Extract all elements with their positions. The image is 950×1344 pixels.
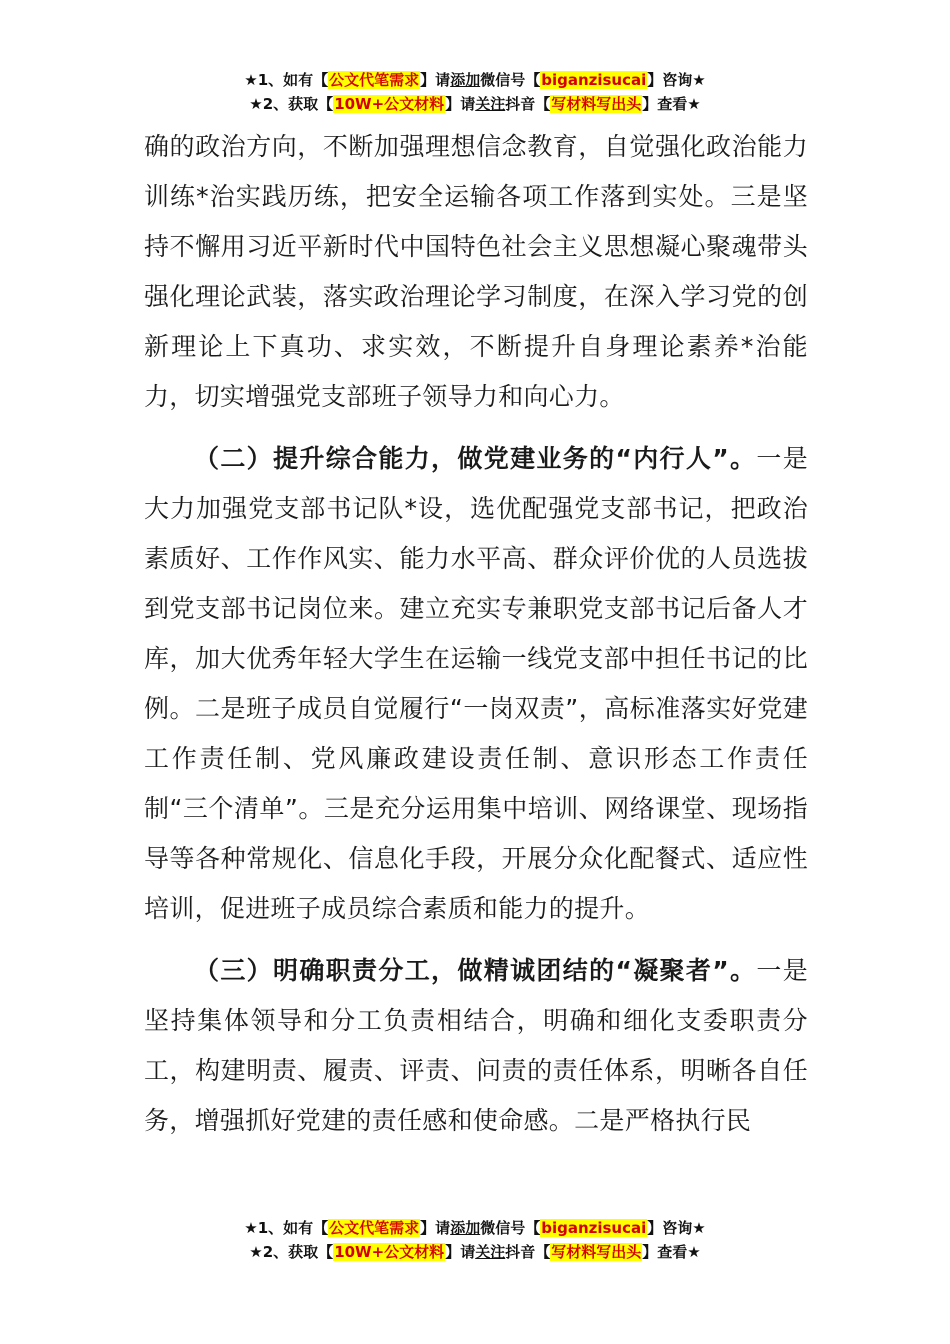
section-2-heading: （二）提升综合能力，做党建业务的“内行人”。 <box>194 444 757 473</box>
paragraph-section-3 <box>144 946 808 1146</box>
paragraph-continued: 确的政治方向，不断加强理想信念教育，自觉强化政治能力训练*治实践历练，把安全运输各项工作落到实处。三是坚持不懈用习近平新时代中国特色社会主义思想凝心聚魂带头强化理论武装，落实政治理论学习制度，在深入学习党的创新理论上下真功、求实效，不断提升自身理论素养*治能力，切实增强党支部班子领导力和向心力。 <box>144 132 808 411</box>
section-2-text: 一是大力加强党支部书记队*设，选优配强党支部书记，把政治素质好、工作作风实、能力水平高、群众评价优的人员选拔到党支部书记岗位来。建立充实专兼职党支部书记后备人才库，加大优秀年轻大学生在运输一线党支部中担任书记的比例。二是班子成员自觉履行“一岗双责”，高标准落实好党建工作责任制、党风廉政建设责任制、意识形态工作责任制“三个清单”。三是充分运用集中培训、网络课堂、现场指导等各种常规化、信息化手段，开展分众化配餐式、适应性培训，促进班子成员综合素质和能力的提升。 <box>144 444 808 923</box>
paragraph-section-2 <box>144 434 808 934</box>
banner-line-2: ★2、获取【10W+公文材料】请关注抖音【写材料写出头】查看★ <box>249 95 701 113</box>
footer-banner <box>0 1216 950 1264</box>
document-body <box>144 122 808 1146</box>
header-banner <box>0 68 950 116</box>
section-3-heading: （三）明确职责分工，做精诚团结的“凝聚者”。 <box>194 956 757 985</box>
footer-line-2: ★2、获取【10W+公文材料】请关注抖音【写材料写出头】查看★ <box>249 1243 701 1261</box>
banner-line-1: ★1、如有【公文代笔需求】请添加微信号【biganzisucai】咨询★ <box>244 71 706 89</box>
footer-line-1: ★1、如有【公文代笔需求】请添加微信号【biganzisucai】咨询★ <box>244 1219 706 1237</box>
section-3-text: 一是坚持集体领导和分工负责相结合，明确和细化支委职责分工，构建明责、履责、评责、问责的责任体系，明晰各自任务，增强抓好党建的责任感和使命感。二是严格执行民 <box>144 956 808 1135</box>
